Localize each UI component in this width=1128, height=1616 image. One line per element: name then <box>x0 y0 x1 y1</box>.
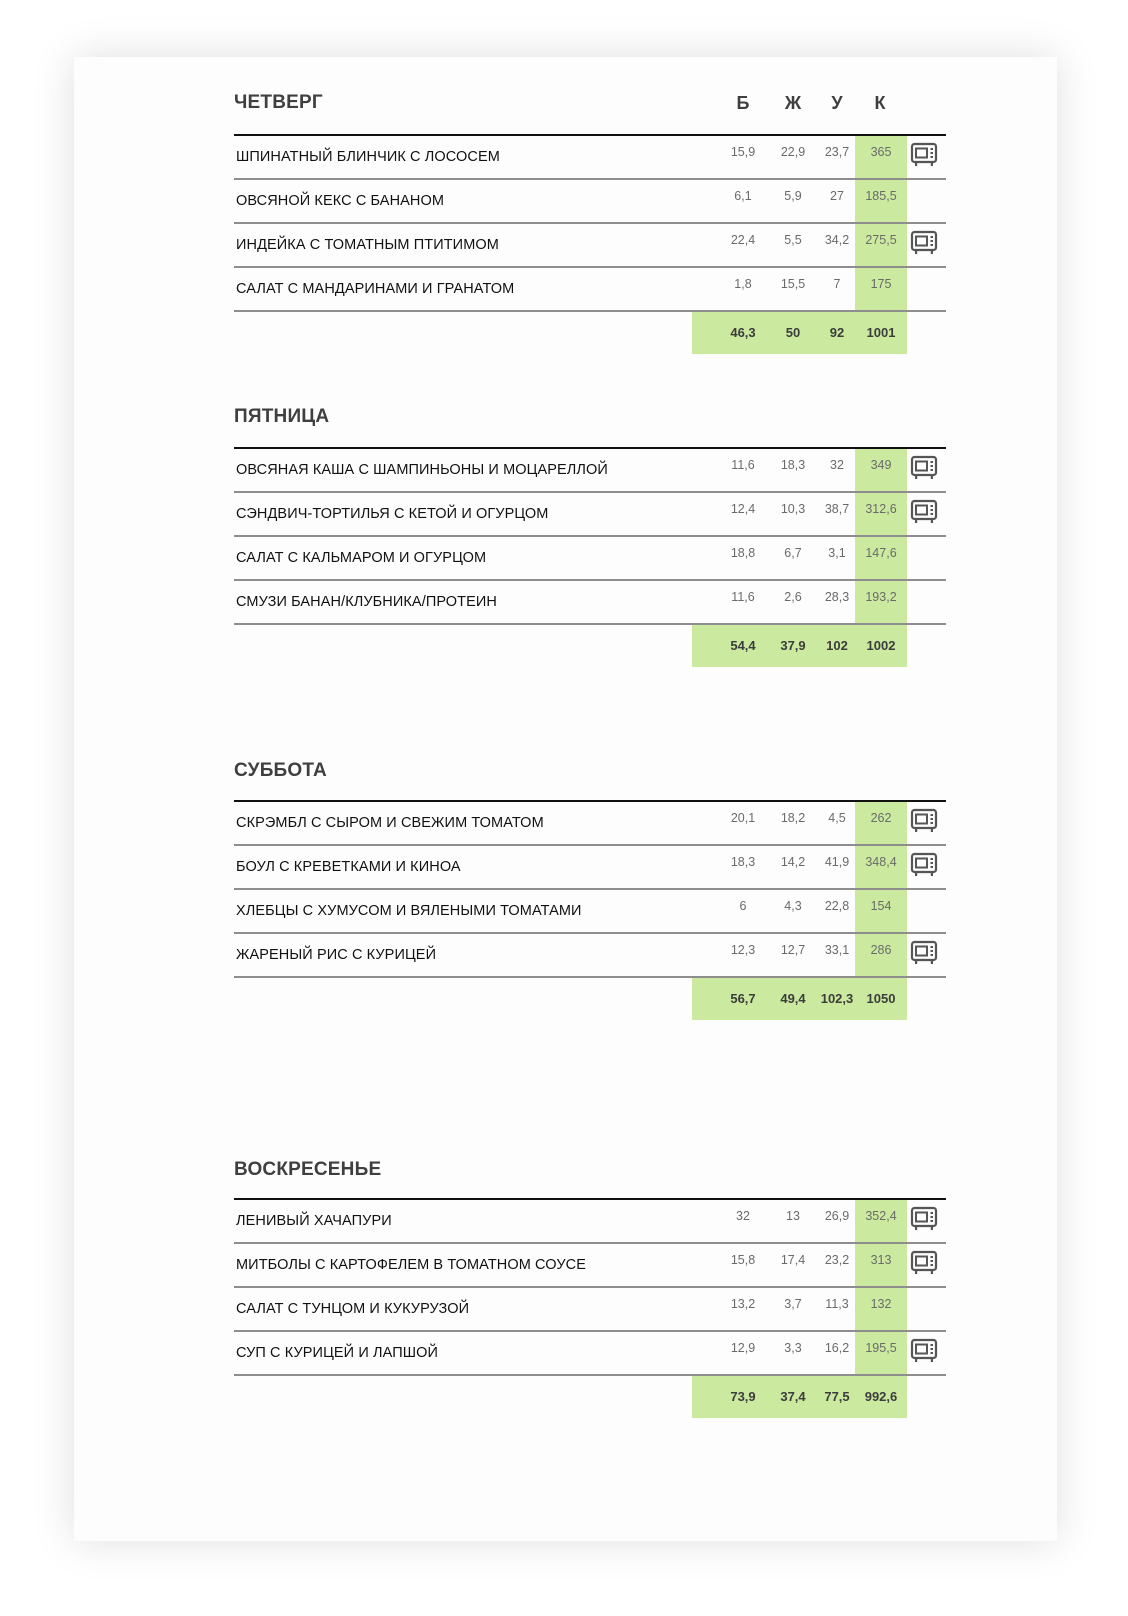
value-u: 16,2 <box>824 1341 850 1355</box>
column-header: Ж <box>784 93 802 113</box>
microwave-icon <box>910 142 938 168</box>
value-z: 3,7 <box>784 1297 802 1311</box>
day-title: СУББОТА <box>234 760 327 781</box>
total-u: 92 <box>829 325 845 340</box>
value-u: 38,7 <box>824 502 850 516</box>
table-row <box>234 1200 946 1244</box>
value-u: 41,9 <box>824 855 850 869</box>
day-title: ЧЕТВЕРГ <box>234 92 323 113</box>
table-row <box>234 802 946 846</box>
value-k: 365 <box>870 145 892 159</box>
total-k: 1050 <box>866 991 896 1006</box>
value-u: 27 <box>830 189 844 203</box>
table-row <box>234 581 946 625</box>
value-b: 20,1 <box>730 811 756 825</box>
table-row <box>234 1332 946 1376</box>
value-b: 1,8 <box>734 277 752 291</box>
dish-name: САЛАТ С ТУНЦОМ И КУКУРУЗОЙ <box>236 1301 470 1317</box>
value-k: 175 <box>870 277 892 291</box>
table-row <box>234 1288 946 1332</box>
value-u: 32 <box>830 458 844 472</box>
microwave-icon <box>910 940 938 966</box>
value-k: 193,2 <box>865 590 897 604</box>
value-b: 12,3 <box>730 943 756 957</box>
dish-name: ОВСЯНАЯ КАША С ШАМПИНЬОНЫ И МОЦАРЕЛЛОЙ <box>236 462 608 478</box>
value-u: 7 <box>833 277 841 291</box>
value-k: 352,4 <box>865 1209 897 1223</box>
value-b: 11,6 <box>731 590 755 604</box>
value-b: 18,8 <box>730 546 756 560</box>
dish-name: ШПИНАТНЫЙ БЛИНЧИК С ЛОСОСЕМ <box>236 149 500 165</box>
nutrition-table <box>234 134 946 354</box>
value-b: 6,1 <box>734 189 752 203</box>
dish-name: САЛАТ С МАНДАРИНАМИ И ГРАНАТОМ <box>236 281 515 297</box>
value-z: 2,6 <box>784 590 802 604</box>
microwave-icon <box>910 455 938 481</box>
table-row <box>234 180 946 224</box>
value-b: 12,9 <box>730 1341 756 1355</box>
total-u: 102,3 <box>820 991 854 1006</box>
value-k: 147,6 <box>865 546 897 560</box>
value-b: 22,4 <box>730 233 756 247</box>
total-z: 50 <box>785 325 801 340</box>
dish-name: СКРЭМБЛ С СЫРОМ И СВЕЖИМ ТОМАТОМ <box>236 815 544 831</box>
total-row <box>234 1376 946 1418</box>
value-k: 348,4 <box>865 855 897 869</box>
table-row <box>234 934 946 978</box>
total-b: 54,4 <box>730 638 756 653</box>
microwave-icon <box>910 1250 938 1276</box>
table-row <box>234 493 946 537</box>
value-u: 23,7 <box>824 145 850 159</box>
value-z: 5,5 <box>784 233 802 247</box>
value-b: 12,4 <box>730 502 756 516</box>
table-row <box>234 846 946 890</box>
nutrition-table <box>234 447 946 667</box>
total-z: 49,4 <box>780 991 806 1006</box>
dish-name: ОВСЯНОЙ КЕКС С БАНАНОМ <box>236 193 445 209</box>
value-k: 132 <box>870 1297 892 1311</box>
total-row <box>234 312 946 354</box>
value-z: 14,2 <box>780 855 806 869</box>
value-z: 4,3 <box>784 899 802 913</box>
value-z: 12,7 <box>780 943 806 957</box>
dish-name: ЛЕНИВЫЙ ХАЧАПУРИ <box>236 1213 392 1229</box>
value-u: 34,2 <box>824 233 850 247</box>
value-z: 3,3 <box>784 1341 802 1355</box>
total-b: 73,9 <box>730 1389 756 1404</box>
table-row <box>234 537 946 581</box>
column-header: К <box>874 93 886 113</box>
value-b: 11,6 <box>731 458 755 472</box>
value-u: 26,9 <box>824 1209 850 1223</box>
dish-name: СМУЗИ БАНАН/КЛУБНИКА/ПРОТЕИН <box>236 594 498 610</box>
value-z: 22,9 <box>780 145 806 159</box>
value-b: 6 <box>739 899 747 913</box>
microwave-icon <box>910 1206 938 1232</box>
value-z: 6,7 <box>784 546 802 560</box>
dish-name: СУП С КУРИЦЕЙ И ЛАПШОЙ <box>236 1345 438 1361</box>
value-k: 154 <box>870 899 892 913</box>
value-b: 15,9 <box>730 145 756 159</box>
value-u: 28,3 <box>824 590 850 604</box>
value-z: 15,5 <box>780 277 806 291</box>
day-title: ПЯТНИЦА <box>234 406 330 427</box>
table-row <box>234 224 946 268</box>
microwave-icon <box>910 808 938 834</box>
total-k: 1001 <box>866 325 896 340</box>
value-z: 17,4 <box>780 1253 806 1267</box>
dish-name: ИНДЕЙКА С ТОМАТНЫМ ПТИТИМОМ <box>236 237 499 253</box>
dish-name: СЭНДВИЧ-ТОРТИЛЬЯ С КЕТОЙ И ОГУРЦОМ <box>236 506 549 522</box>
value-u: 3,1 <box>828 546 846 560</box>
value-k: 313 <box>870 1253 892 1267</box>
total-b: 56,7 <box>730 991 756 1006</box>
value-b: 15,8 <box>730 1253 756 1267</box>
value-u: 11,3 <box>825 1297 849 1311</box>
microwave-icon <box>910 1338 938 1364</box>
total-z: 37,9 <box>780 638 806 653</box>
value-k: 349 <box>870 458 892 472</box>
total-z: 37,4 <box>780 1389 806 1404</box>
dish-name: ЖАРЕНЫЙ РИС С КУРИЦЕЙ <box>236 947 437 963</box>
total-u: 77,5 <box>824 1389 850 1404</box>
nutrition-table <box>234 800 946 1020</box>
value-z: 5,9 <box>784 189 802 203</box>
value-z: 18,2 <box>780 811 806 825</box>
microwave-icon <box>910 499 938 525</box>
table-row <box>234 449 946 493</box>
column-header: У <box>831 93 843 113</box>
total-k: 992,6 <box>864 1389 898 1404</box>
dish-name: САЛАТ С КАЛЬМАРОМ И ОГУРЦОМ <box>236 550 487 566</box>
table-row <box>234 268 946 312</box>
microwave-icon <box>910 852 938 878</box>
value-k: 262 <box>870 811 892 825</box>
table-row <box>234 136 946 180</box>
day-title: ВОСКРЕСЕНЬЕ <box>234 1159 382 1180</box>
value-b: 13,2 <box>730 1297 756 1311</box>
nutrition-table <box>234 1198 946 1418</box>
dish-name: БОУЛ С КРЕВЕТКАМИ И КИНОА <box>236 859 461 875</box>
value-k: 286 <box>870 943 892 957</box>
table-row <box>234 1244 946 1288</box>
value-k: 185,5 <box>865 189 897 203</box>
value-b: 32 <box>736 1209 750 1223</box>
total-row <box>234 625 946 667</box>
value-u: 4,5 <box>828 811 846 825</box>
value-u: 33,1 <box>824 943 850 957</box>
value-z: 13 <box>786 1209 800 1223</box>
value-k: 195,5 <box>865 1341 897 1355</box>
dish-name: ХЛЕБЦЫ С ХУМУСОМ И ВЯЛЕНЫМИ ТОМАТАМИ <box>236 903 582 919</box>
value-z: 18,3 <box>780 458 806 472</box>
total-b: 46,3 <box>730 325 756 340</box>
column-header: Б <box>736 93 750 113</box>
value-u: 22,8 <box>824 899 850 913</box>
total-u: 102 <box>826 638 848 653</box>
total-row <box>234 978 946 1020</box>
table-row <box>234 890 946 934</box>
value-k: 312,6 <box>865 502 897 516</box>
value-u: 23,2 <box>824 1253 850 1267</box>
value-z: 10,3 <box>780 502 806 516</box>
value-k: 275,5 <box>865 233 897 247</box>
value-b: 18,3 <box>730 855 756 869</box>
total-k: 1002 <box>866 638 896 653</box>
dish-name: МИТБОЛЫ С КАРТОФЕЛЕМ В ТОМАТНОМ СОУСЕ <box>236 1257 587 1273</box>
microwave-icon <box>910 230 938 256</box>
